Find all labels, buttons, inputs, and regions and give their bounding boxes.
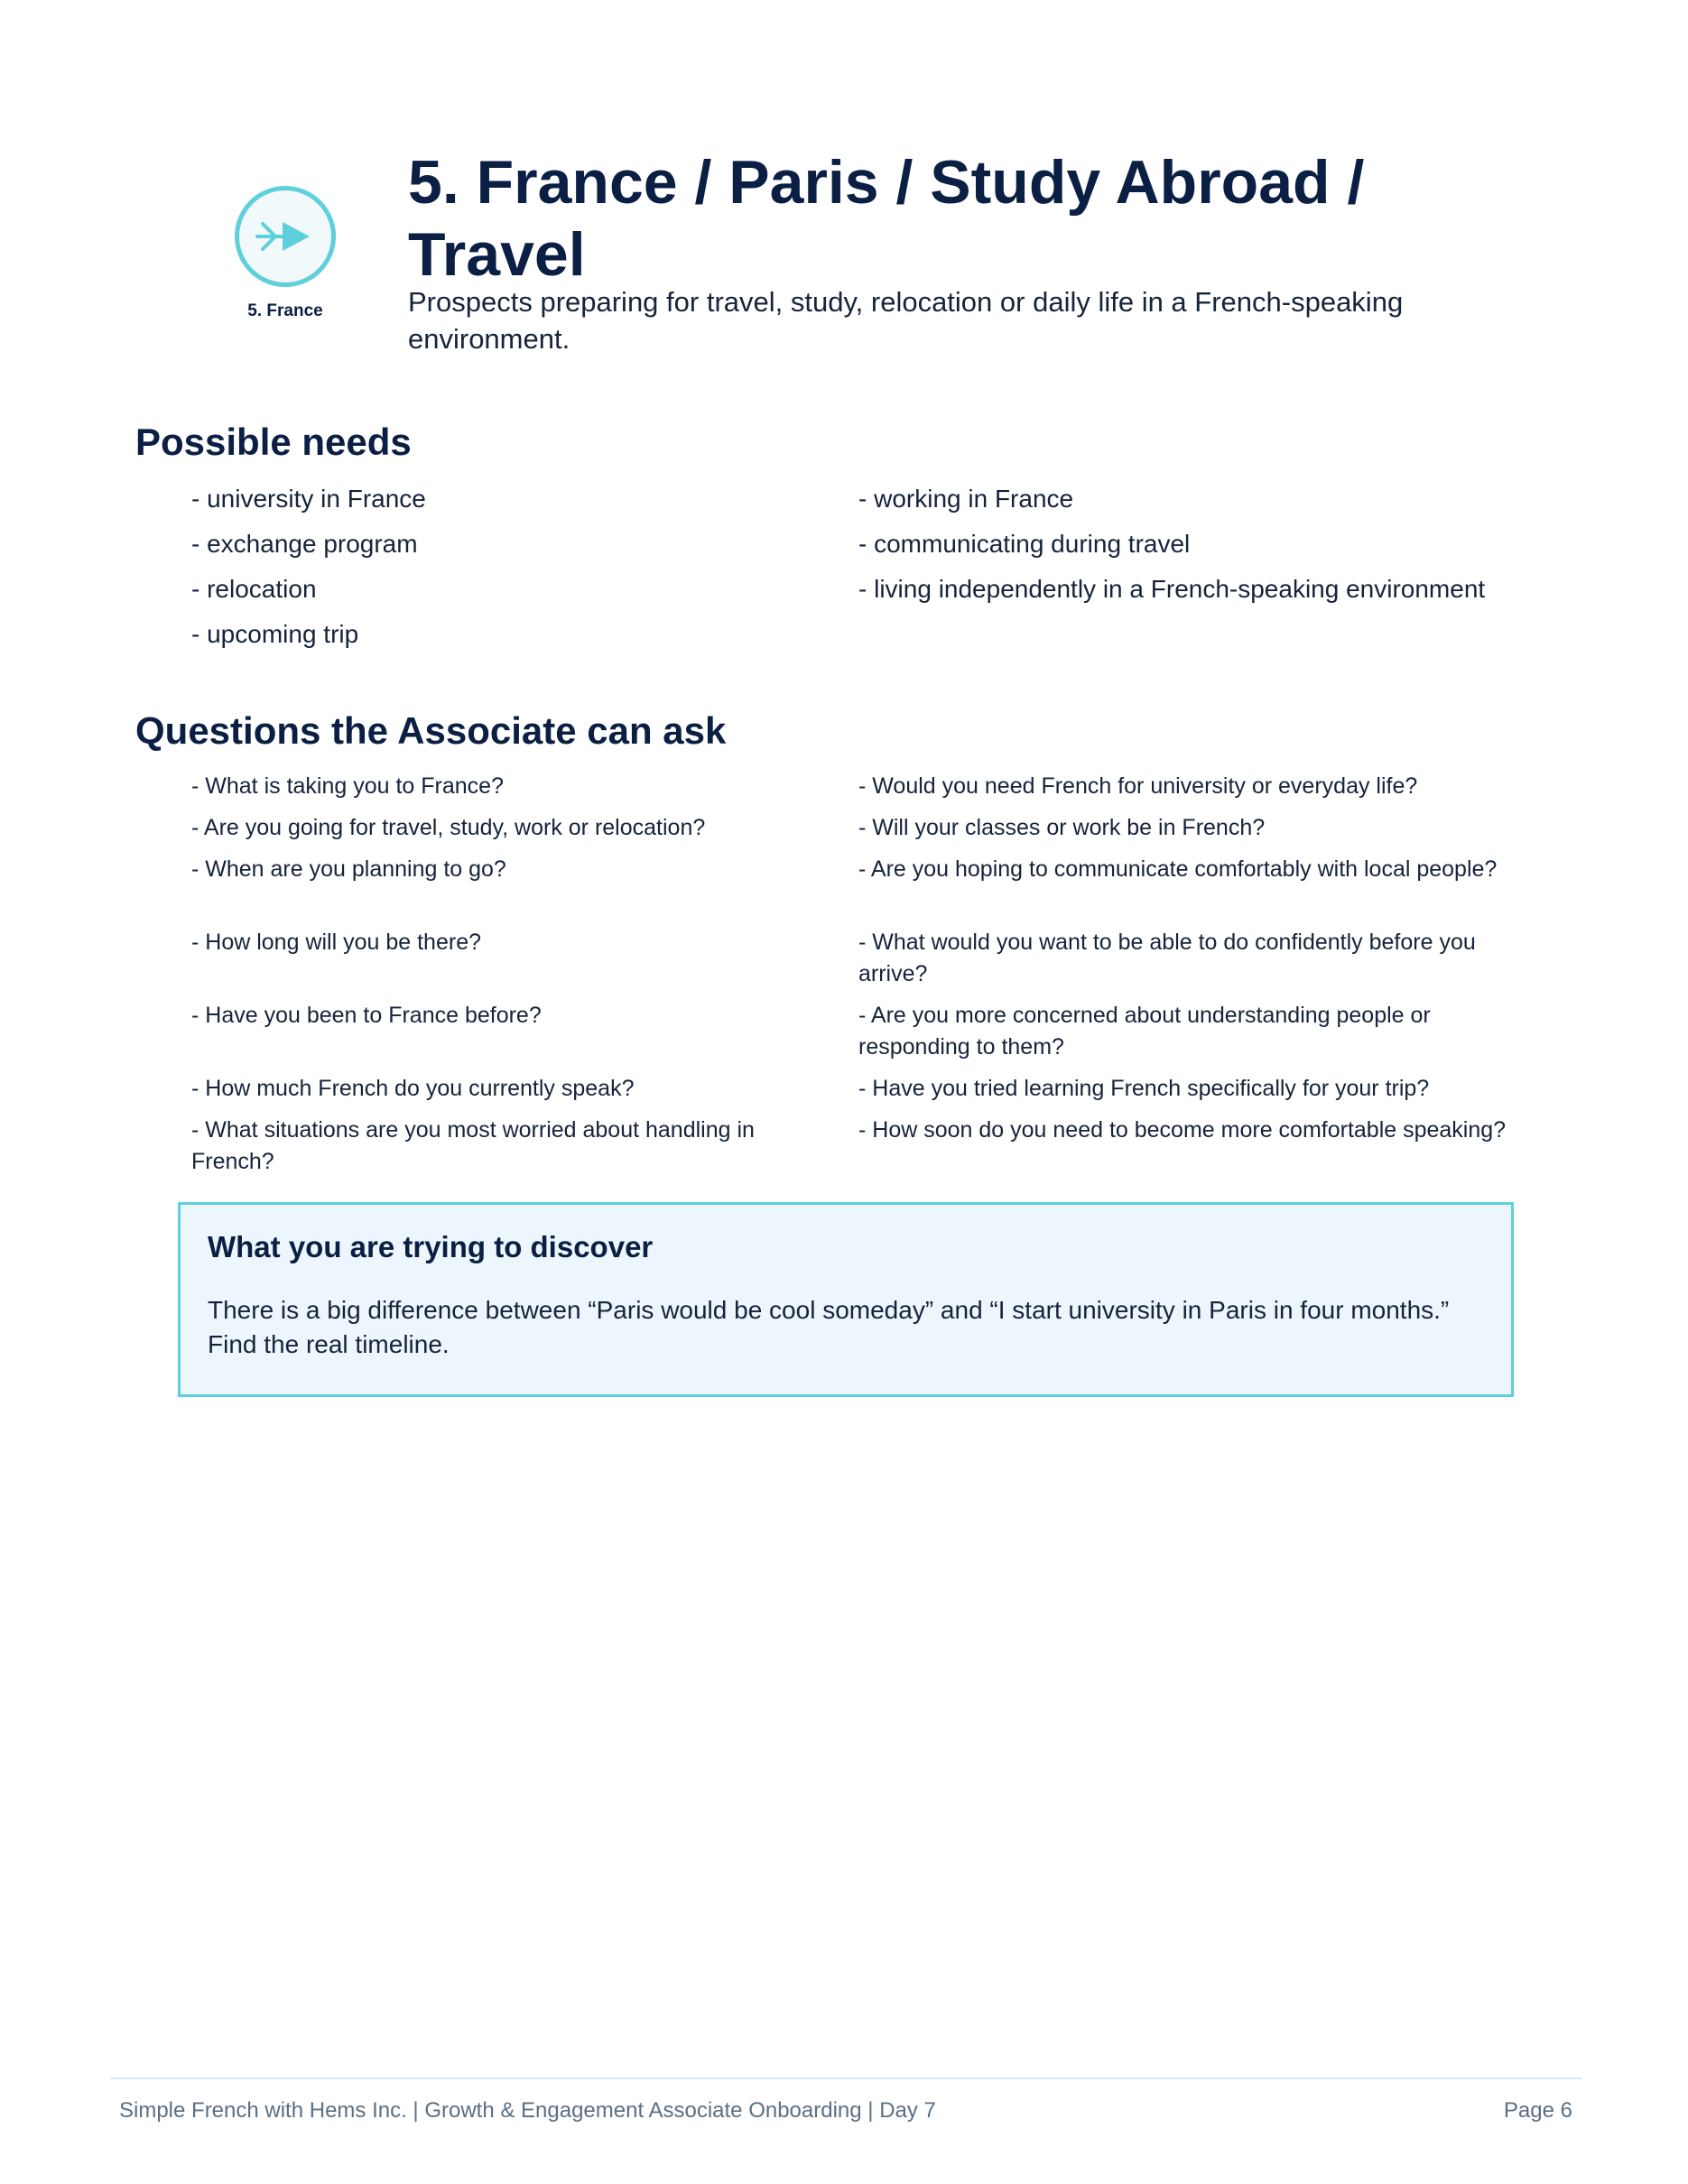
footer-text: Simple French with Hems Inc. | Growth & Engagement Associate Onboarding | Day 7 — [119, 2098, 936, 2123]
list-item: - How long will you be there? — [191, 930, 481, 955]
questions-list-left — [191, 771, 823, 1188]
list-item: - working in France — [858, 485, 1074, 513]
page-subtitle: Prospects preparing for travel, study, relocation or daily life in a French-speaking environment. — [408, 286, 1404, 355]
list-item: - Would you need French for university or everyday life? — [858, 773, 1418, 799]
needs-list-left — [191, 484, 823, 664]
list-item: - university in France — [191, 485, 426, 513]
questions-heading: Questions the Associate can ask — [135, 709, 727, 752]
list-item: - When are you planning to go? — [191, 856, 506, 882]
list-item: - Have you been to France before? — [191, 1003, 542, 1028]
list-item: - living independently in a French-speaking environment — [858, 575, 1486, 603]
list-item: - What situations are you most worried about handling in French? — [191, 1117, 755, 1174]
badge-circle — [235, 186, 336, 287]
questions-list-right — [858, 771, 1508, 1188]
list-item: - How much French do you currently speak? — [191, 1076, 635, 1101]
list-item: - upcoming trip — [191, 620, 359, 648]
possible-needs-heading: Possible needs — [135, 421, 412, 463]
list-item: - relocation — [191, 575, 317, 603]
list-item: - Are you going for travel, study, work or relocation? — [191, 815, 706, 840]
callout-title: What you are trying to discover — [208, 1230, 654, 1263]
list-item: - How soon do you need to become more comfortable speaking? — [858, 1117, 1507, 1143]
list-item: - Are you hoping to communicate comfortably with local people? — [858, 856, 1498, 882]
section-badge — [231, 186, 339, 321]
discovery-callout — [178, 1202, 1514, 1397]
list-item: - Will your classes or work be in French? — [858, 815, 1266, 840]
list-item: - Are you more concerned about understanding people or responding to them? — [858, 1003, 1431, 1060]
list-item: - exchange program — [191, 530, 418, 558]
fast-forward-arrow-icon — [254, 217, 317, 256]
badge-label: 5. France — [247, 301, 323, 320]
page-number: Page 6 — [1503, 2098, 1572, 2123]
list-item: - Have you tried learning French specifically for your trip? — [858, 1076, 1430, 1101]
page-title: 5. France / Paris / Study Abroad / Travel — [408, 148, 1365, 289]
footer-divider — [110, 2078, 1581, 2079]
list-item: - communicating during travel — [858, 530, 1191, 558]
list-item: - What would you want to be able to do confidently before you arrive? — [858, 930, 1476, 986]
list-item: - What is taking you to France? — [191, 773, 504, 799]
needs-list-right — [858, 484, 1563, 619]
callout-body: There is a big difference between “Paris would be cool someday” and “I start university in Paris in four months.” Find the real timeline. — [208, 1296, 1450, 1358]
